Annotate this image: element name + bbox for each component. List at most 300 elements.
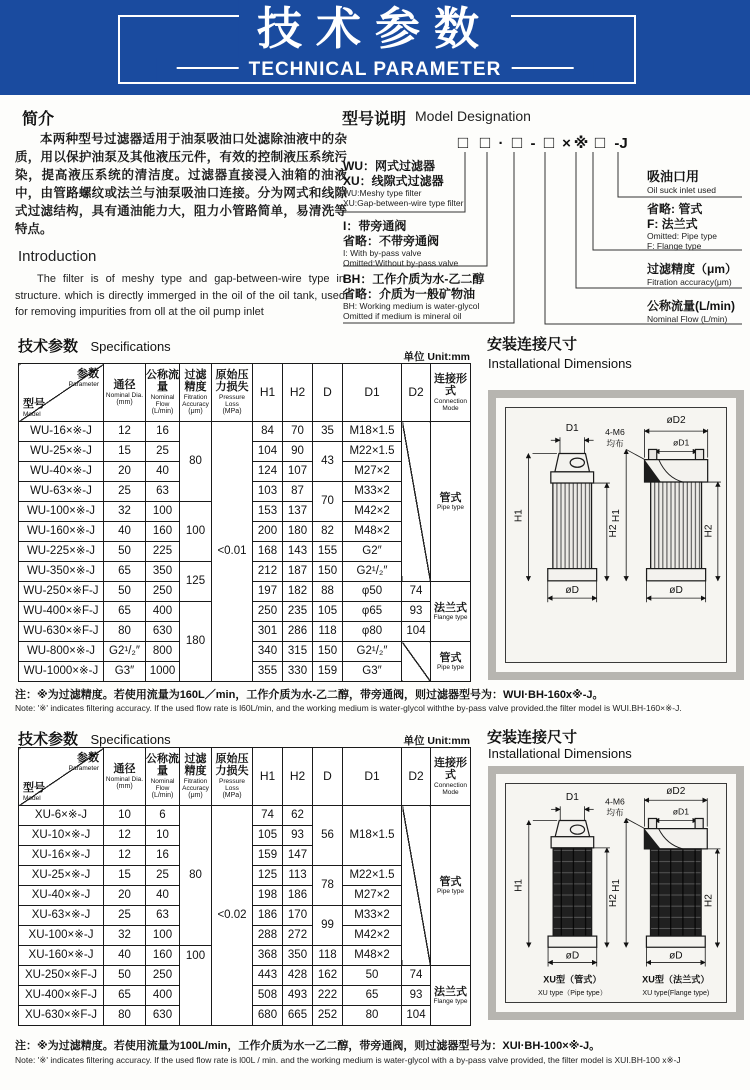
table-cell: M33×2 [343, 482, 402, 502]
table-cell: 12 [104, 422, 146, 442]
table-cell: 124 [253, 462, 283, 482]
page-subtitle: TECHNICAL PARAMETER [157, 58, 594, 82]
table-cell: G3″ [104, 662, 146, 682]
table-cell: 99 [313, 906, 343, 946]
column-header-cell: D [313, 364, 343, 422]
md-group-medium [343, 272, 484, 321]
model-cell: WU-160×※-J [19, 522, 104, 542]
table-cell: 20 [104, 462, 146, 482]
table-cell: 340 [253, 642, 283, 662]
wu-spec-table [18, 363, 471, 682]
table-cell: 56 [313, 806, 343, 866]
header-banner [0, 0, 750, 95]
table-cell: 50 [343, 966, 402, 986]
corner-parameter-label: 参数 Parameter [68, 368, 99, 388]
column-header-cell: 通径 Nominal Dia. (mm) [104, 748, 146, 806]
column-header-cell: H2 [283, 748, 313, 806]
table-cell: 630 [146, 622, 180, 642]
column-header-cell: 过滤精度 Fitration Accuracy (μm) [180, 364, 212, 422]
table-cell [402, 642, 431, 682]
code-times: × [562, 135, 571, 152]
wu-diagram-inner [505, 407, 727, 663]
dim-label-od: øD [669, 585, 683, 597]
table-cell: 62 [283, 806, 313, 826]
wu-dimensions-diagram [488, 390, 744, 680]
md-title-zh: 型号说明 [342, 111, 407, 128]
corner-model-label: 型号 Model [23, 398, 45, 418]
model-cell: XU-630×※F-J [19, 1006, 104, 1026]
md-label: Fitration accuracy(μm) [647, 276, 732, 287]
model-cell: XU-6×※-J [19, 806, 104, 826]
dim-label-od2: øD2 [666, 786, 686, 798]
code-box-series: □ [457, 133, 469, 152]
table-cell: 680 [253, 1006, 283, 1026]
table-cell: 43 [313, 442, 343, 482]
table-cell: φ50 [343, 582, 402, 602]
table-cell: 管式 Pipe type [431, 806, 471, 966]
table-cell: 118 [313, 622, 343, 642]
dim-label-od1: øD1 [672, 806, 690, 817]
table-cell: 187 [283, 562, 313, 582]
table-cell: 400 [146, 986, 180, 1006]
table-cell: 170 [283, 906, 313, 926]
column-header-cell: 原始压力损失 Pressure Loss (MPa) [212, 748, 253, 806]
table-cell: 100 [146, 926, 180, 946]
code-box-bypass: □ [479, 133, 491, 152]
table-cell: 186 [283, 886, 313, 906]
table-cell: 15 [104, 866, 146, 886]
table-header-row [19, 748, 471, 806]
table-cell: 80 [180, 422, 212, 502]
table-cell: 350 [146, 562, 180, 582]
table-cell: 800 [146, 642, 180, 662]
table-cell: 250 [146, 966, 180, 986]
table-cell: 198 [253, 886, 283, 906]
table-cell: 168 [253, 542, 283, 562]
model-cell: XU-160×※-J [19, 946, 104, 966]
table-cell: 301 [253, 622, 283, 642]
md-label: BH: Working medium is water-glycol [343, 301, 480, 311]
table-cell: 235 [283, 602, 313, 622]
xu-dimensions-diagram [488, 766, 744, 1020]
dim-label-h2: H2 [703, 524, 715, 538]
table-cell: M18×1.5 [343, 806, 402, 866]
table-cell: 197 [253, 582, 283, 602]
md-group-flow [647, 299, 735, 324]
xu-flange-filter-drawing [605, 786, 720, 997]
column-header-cell: 公称流量 Nominal Flow (L/min) [146, 364, 180, 422]
corner-header-cell [19, 748, 104, 806]
table-cell: φ65 [343, 602, 402, 622]
table-cell: M22×1.5 [343, 442, 402, 462]
table-cell: 286 [283, 622, 313, 642]
table-cell: 93 [283, 826, 313, 846]
model-cell: WU-1000×※-J [19, 662, 104, 682]
table-cell: 508 [253, 986, 283, 1006]
column-header-cell: 原始压力损失 Pressure Loss (MPa) [212, 364, 253, 422]
table-cell: 150 [313, 562, 343, 582]
xu-pipe-caption-en: XU type（Pipe type） [537, 988, 607, 997]
table-cell: G2¹/₂″ [343, 562, 402, 582]
column-header-cell: D1 [343, 364, 402, 422]
table-cell: 15 [104, 442, 146, 462]
dim-label-od: øD [669, 950, 683, 962]
table-cell: 100 [180, 946, 212, 1026]
md-label: WU:Meshy type filter [343, 188, 422, 198]
table-cell: 32 [104, 926, 146, 946]
table-cell: 630 [146, 1006, 180, 1026]
table-cell: 125 [180, 562, 212, 602]
xu-diagram-inner [505, 783, 727, 1003]
table-cell: 143 [283, 542, 313, 562]
md-label: 省略: 管式 [647, 202, 703, 216]
code-suffix: -J [614, 135, 628, 152]
note2-en: Note: '※' indicates filtering accuracy. If the used flow rate is l00L / min. and the working medium is water-glycol with a by-pass valve provided, the filter model is XUI.BH-100 x※-J [15, 1055, 681, 1065]
table-cell: φ80 [343, 622, 402, 642]
table-cell: 350 [283, 946, 313, 966]
table-cell: 法兰式 Flange type [431, 582, 471, 642]
code-box-medium: □ [511, 133, 523, 152]
table-cell: 222 [313, 986, 343, 1006]
table-cell: M48×2 [343, 946, 402, 966]
wu-flange-filter-drawing [605, 415, 721, 602]
table-header-row [19, 364, 471, 422]
note2-zh: 注：※为过滤精度。若使用流量为100L/min，工作介质为水一乙二醇，带旁通阀，则过滤器型号为：XUI·BH-100×※-J。 [15, 1040, 601, 1052]
dim-label-h1: H1 [611, 878, 623, 892]
table-cell: 管式 Pipe type [431, 642, 471, 682]
table-cell: 252 [313, 1006, 343, 1026]
table-cell: 186 [253, 906, 283, 926]
column-header-cell: H2 [283, 364, 313, 422]
table-row [19, 806, 471, 826]
table-cell: 74 [402, 966, 431, 986]
xu-table-container [18, 747, 471, 1026]
md-group-suction [647, 170, 716, 195]
table-cell: 70 [283, 422, 313, 442]
table-cell: 315 [283, 642, 313, 662]
spec-heading-2 [18, 728, 171, 749]
table-cell: 6 [146, 806, 180, 826]
model-cell: WU-400×※F-J [19, 602, 104, 622]
table-cell: 159 [253, 846, 283, 866]
table-cell: 182 [283, 582, 313, 602]
md-label: XU:Gap-between-wire type filter [343, 198, 464, 208]
table-cell: 25 [146, 866, 180, 886]
table-cell: 180 [283, 522, 313, 542]
table-cell: 35 [313, 422, 343, 442]
table-cell: 74 [253, 806, 283, 826]
model-cell: XU-63×※-J [19, 906, 104, 926]
md-label: F: 法兰式 [647, 216, 698, 231]
bolt-spec-label: 4-M6 [605, 796, 625, 807]
bolt-even-label: 均布 [606, 438, 624, 449]
page-title: 技术参数 [239, 0, 511, 58]
md-label: I：带旁通阀 [343, 219, 407, 233]
model-cell: WU-250×※F-J [19, 582, 104, 602]
model-cell: XU-250×※F-J [19, 966, 104, 986]
table-cell: 368 [253, 946, 283, 966]
table-cell: 212 [253, 562, 283, 582]
table-cell: 80 [343, 1006, 402, 1026]
corner-model-label: 型号 Model [23, 782, 45, 802]
table-cell: 162 [313, 966, 343, 986]
table-cell: 180 [180, 602, 212, 682]
md-group-accuracy [647, 262, 737, 287]
spec-heading-1 [18, 335, 171, 356]
md-label: F: Flange type [647, 241, 702, 251]
md-label: Nominal Flow (L/min) [647, 313, 728, 324]
table-cell: 65 [104, 562, 146, 582]
table-cell: 160 [146, 946, 180, 966]
model-cell: XU-40×※-J [19, 886, 104, 906]
code-box-flow: □ [543, 133, 555, 152]
model-cell: XU-16×※-J [19, 846, 104, 866]
code-dot: · [498, 135, 504, 152]
model-cell: WU-63×※-J [19, 482, 104, 502]
md-group-bypass [343, 219, 458, 268]
table-cell: 63 [146, 906, 180, 926]
code-accuracy-mark: ※ [573, 135, 589, 152]
table-cell: 250 [253, 602, 283, 622]
table-cell: 82 [313, 522, 343, 542]
table-cell: 107 [283, 462, 313, 482]
intro-en-text: The filter is of meshy type and gap-between-wire type in structure. which is directly immerged in the oil of the oil tank, used for removing impurities from oll at the oil pump inlet [15, 273, 345, 318]
table-cell: 80 [104, 622, 146, 642]
table-cell [402, 422, 431, 582]
dim-label-h1: H1 [611, 509, 623, 523]
model-cell: XU-400×※F-J [19, 986, 104, 1006]
table-cell: 330 [283, 662, 313, 682]
md-label: 省略：不带旁通阀 [343, 233, 440, 248]
dim-label-h2: H2 [703, 894, 715, 908]
table-cell: 78 [313, 866, 343, 906]
md-label: Omitted:Without by-pass valve [343, 258, 459, 268]
table-cell: 65 [104, 602, 146, 622]
table-cell: 443 [253, 966, 283, 986]
intro-zh-title: 简介 [22, 111, 55, 128]
table-cell: 16 [146, 846, 180, 866]
table-cell: 1000 [146, 662, 180, 682]
table-cell: M22×1.5 [343, 866, 402, 886]
xu-spec-table [18, 747, 471, 1026]
note1-zh: 注：※为过滤精度。若使用流量为160L／min，工作介质为水-乙二醇，带旁通阀，则过滤器型号为：WUI·BH-160x※-J。 [15, 689, 604, 701]
wu-table-container [18, 363, 471, 682]
table-cell: 93 [402, 602, 431, 622]
table-cell: 93 [402, 986, 431, 1006]
intro-zh-text: 本两种型号过滤器适用于油泵吸油口处滤除油液中的杂质，用以保护油泵及其他液压元件，有效的控制液压系统污染，提高液压系统的清洁度。过滤器直接浸入油箱的油液中，由管路螺纹或法兰与油泵吸油口连接。分为网式和线隙式过滤结构，具有通油能力大，阻力小管路简单，易清洗等特点。 [15, 132, 347, 236]
table-cell: G2¹/₂″ [343, 642, 402, 662]
table-cell: 40 [104, 946, 146, 966]
table-cell: 100 [146, 502, 180, 522]
table-cell: 74 [402, 582, 431, 602]
md-label: Omitted: Pipe type [647, 231, 717, 241]
table-cell: 105 [253, 826, 283, 846]
table-cell: M18×1.5 [343, 422, 402, 442]
table-cell: 103 [253, 482, 283, 502]
spec-heading-zh: 技术参数 [18, 731, 79, 748]
spec-heading-en: Specifications [90, 339, 171, 354]
table-cell: 80 [180, 806, 212, 946]
corner-parameter-label: 参数 Parameter [68, 752, 99, 772]
md-label: WU：网式过滤器 [343, 159, 435, 173]
table-cell: 160 [146, 522, 180, 542]
table-cell: 16 [146, 422, 180, 442]
spec-heading-en: Specifications [90, 732, 171, 747]
table-cell: 104 [402, 622, 431, 642]
table-cell: 70 [313, 482, 343, 522]
table-cell: 250 [146, 582, 180, 602]
table-cell: 40 [104, 522, 146, 542]
table-cell: 200 [253, 522, 283, 542]
model-cell: WU-100×※-J [19, 502, 104, 522]
table-cell: 137 [283, 502, 313, 522]
table-cell: G3″ [343, 662, 402, 682]
md-label: 省略：介质为一般矿物油 [343, 286, 476, 301]
column-header-cell: 公称流量 Nominal Flow (L/min) [146, 748, 180, 806]
table-cell: 88 [313, 582, 343, 602]
table-cell: M48×2 [343, 522, 402, 542]
dims-heading-zh-1: 安装连接尺寸 [487, 336, 578, 353]
spec-heading-zh: 技术参数 [18, 338, 79, 355]
column-header-cell: 连接形式 Connection Mode [431, 364, 471, 422]
table-cell: <0.01 [212, 422, 253, 682]
table-cell: 155 [313, 542, 343, 562]
md-label: BH：工作介质为水-乙二醇 [343, 272, 485, 286]
table-cell: 493 [283, 986, 313, 1006]
model-cell: WU-350×※-J [19, 562, 104, 582]
table-cell: 65 [343, 986, 402, 1006]
dim-label-h2: H2 [608, 524, 619, 538]
table-cell: M27×2 [343, 886, 402, 906]
column-header-cell: D1 [343, 748, 402, 806]
xu-flange-caption-en: XU type(Flange type) [642, 988, 710, 997]
dims-heading-zh-2: 安装连接尺寸 [487, 729, 578, 746]
unit-label-2: 单位 Unit:mm [403, 735, 470, 747]
table-row [19, 422, 471, 442]
table-cell: 272 [283, 926, 313, 946]
column-header-cell: 连接形式 Connection Mode [431, 748, 471, 806]
table-cell: 12 [104, 826, 146, 846]
model-cell: WU-25×※-J [19, 442, 104, 462]
table-cell: 665 [283, 1006, 313, 1026]
table-cell: G2¹/₂″ [104, 642, 146, 662]
table-cell: 90 [283, 442, 313, 462]
table-cell: 管式 Pipe type [431, 422, 471, 582]
table-cell: G2″ [343, 542, 402, 562]
model-cell: WU-800×※-J [19, 642, 104, 662]
dim-label-od1: øD1 [673, 437, 690, 448]
wu-pipe-filter-drawing [513, 423, 619, 602]
table-cell: 147 [283, 846, 313, 866]
wu-diagram-svg [506, 408, 726, 662]
dim-label-d1: D1 [565, 423, 579, 435]
dim-label-d1: D1 [565, 792, 579, 804]
table-cell: 50 [104, 582, 146, 602]
table-cell: 25 [104, 906, 146, 926]
md-label: I: With by-pass valve [343, 248, 422, 258]
model-cell: WU-225×※-J [19, 542, 104, 562]
table-cell: 32 [104, 502, 146, 522]
table-cell: 104 [253, 442, 283, 462]
md-label: Oil suck inlet used [647, 184, 716, 195]
table-cell: 225 [146, 542, 180, 562]
column-header-cell: D [313, 748, 343, 806]
dim-label-h1: H1 [513, 509, 525, 523]
table-cell: 113 [283, 866, 313, 886]
table-cell: 20 [104, 886, 146, 906]
column-header-cell: H1 [253, 748, 283, 806]
dim-label-od: øD [565, 585, 579, 597]
md-title-en: Model Designation [415, 108, 531, 124]
code-box-connection: □ [594, 133, 606, 152]
table-cell: 153 [253, 502, 283, 522]
md-label: XU：线隙式过滤器 [343, 173, 444, 188]
xu-pipe-filter-drawing [514, 792, 619, 997]
table-cell: 10 [104, 806, 146, 826]
note1-en: Note: '※' indicates filtering accuracy. If the used flow rate is l60L/min, and the working medium is water-glycol withthe by-pass valve provided.the filter model is WUI.BH-160×※-J. [15, 703, 682, 713]
unit-label-1: 单位 Unit:mm [403, 351, 470, 363]
md-group-series [343, 159, 463, 208]
table-cell: 25 [104, 482, 146, 502]
table-cell: 104 [402, 1006, 431, 1026]
table-cell: 50 [104, 542, 146, 562]
table-cell: 10 [146, 826, 180, 846]
table-cell: <0.02 [212, 806, 253, 1026]
table-cell: 63 [146, 482, 180, 502]
column-header-cell: 过滤精度 Fitration Accuracy (μm) [180, 748, 212, 806]
table-cell: 87 [283, 482, 313, 502]
table-cell: 法兰式 Flange type [431, 966, 471, 1026]
dim-label-h1: H1 [513, 878, 525, 892]
table-cell: 355 [253, 662, 283, 682]
table-cell: M27×2 [343, 462, 402, 482]
md-group-connection [647, 202, 717, 251]
table-cell: M42×2 [343, 926, 402, 946]
intro-en-title: Introduction [18, 248, 97, 265]
table-cell: 118 [313, 946, 343, 966]
table-cell: 80 [104, 1006, 146, 1026]
md-label: 公称流量(L/min) [647, 299, 735, 313]
table-cell: 125 [253, 866, 283, 886]
table-cell: 100 [180, 502, 212, 562]
table-cell: M42×2 [343, 502, 402, 522]
xu-diagram-svg [506, 784, 726, 1002]
dims-heading-en-2: Installational Dimensions [488, 746, 632, 761]
code-dash: - [530, 135, 536, 152]
xu-flange-caption-zh: XU型（法兰式） [642, 974, 710, 985]
table-cell: 12 [104, 846, 146, 866]
table-cell: 150 [313, 642, 343, 662]
column-header-cell: 通径 Nominal Dia. (mm) [104, 364, 146, 422]
md-label: 过滤精度（μm） [647, 262, 738, 276]
md-label: 吸油口用 [647, 169, 700, 184]
table-cell: 25 [146, 442, 180, 462]
md-label: Omitted if medium is mineral oil [343, 311, 462, 321]
bolt-spec-label: 4-M6 [605, 427, 625, 438]
table-cell: 428 [283, 966, 313, 986]
table-cell: 288 [253, 926, 283, 946]
column-header-cell: D2 [402, 364, 431, 422]
model-cell: XU-100×※-J [19, 926, 104, 946]
column-header-cell: H1 [253, 364, 283, 422]
table-cell: 159 [313, 662, 343, 682]
table-cell: 40 [146, 462, 180, 482]
table-cell [402, 806, 431, 966]
xu-pipe-caption-zh: XU型（管式） [543, 974, 602, 985]
table-cell: 40 [146, 886, 180, 906]
table-cell: 50 [104, 966, 146, 986]
model-cell: XU-25×※-J [19, 866, 104, 886]
